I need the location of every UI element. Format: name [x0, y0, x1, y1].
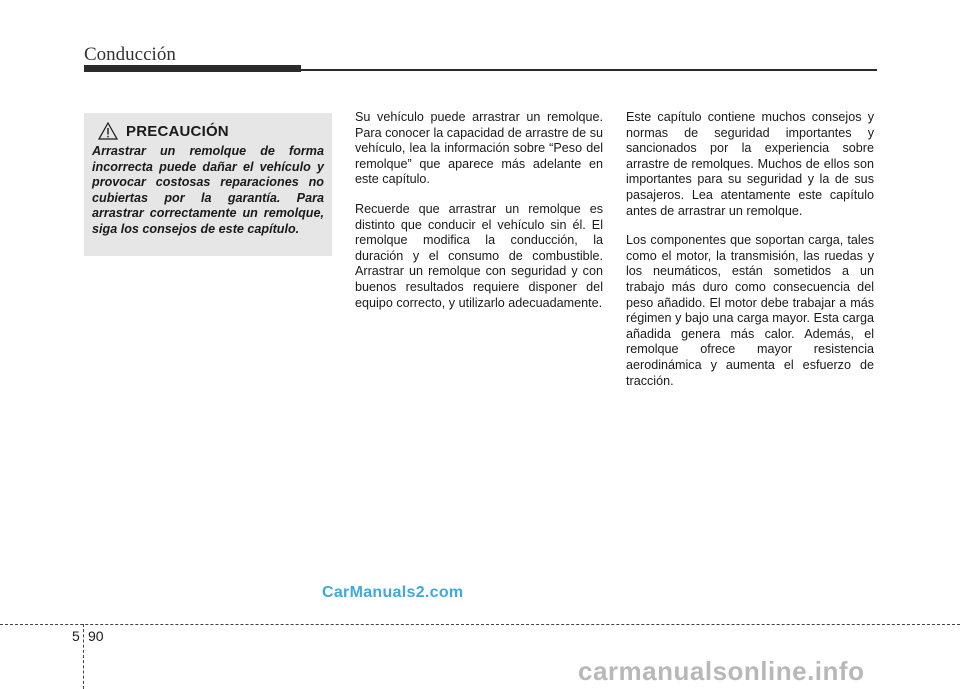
- watermark-carmanuals2[interactable]: CarManuals2.com: [322, 584, 464, 601]
- warning-triangle-icon: [98, 122, 118, 140]
- paragraph: Su vehículo puede arrastrar un remolque. Para conocer la capacidad de arrastre de su vehículo, lea la información sobre “Peso del remolque” que aparece más adelante en este capítulo.: [355, 110, 603, 187]
- text-column-3: [626, 110, 874, 403]
- watermark-carmanualsonline[interactable]: carmanualsonline.info: [578, 656, 865, 686]
- footer-divider: [0, 624, 960, 625]
- header-rule-thick: [84, 65, 301, 72]
- section-title: Conducción: [84, 44, 176, 65]
- caution-title: PRECAUCIÓN: [126, 122, 229, 140]
- page-number: 90: [88, 628, 104, 644]
- paragraph: Este capítulo contiene muchos consejos y normas de seguridad importantes y sancionados por la experiencia sobre arrastre de remolques. Muchos de ellos son importantes para su seguridad y la de sus pasajeros. Lea atentamente este capítulo antes de arrastrar un remolque.: [626, 110, 874, 218]
- caution-header: [92, 121, 324, 141]
- paragraph: Recuerde que arrastrar un remolque es distinto que conducir el vehículo sin él. El remolque modifica la conducción, la duración y el consumo de combustible. Arrastrar un remolque con seguridad y con buenos resultados requiere disponer del equipo correcto, y utilizarlo adecuadamente.: [355, 201, 603, 310]
- header-rule-thin: [301, 69, 877, 71]
- caution-box: [84, 113, 332, 256]
- paragraph: Los componentes que soportan carga, tales como el motor, la transmisión, las ruedas y los neumáticos, están sometidos a un trabajo más duro como consecuencia del peso añadido. El motor debe trabajar a más régimen y bajo una carga mayor. Esta carga añadida genera más calor. Además, el remolque ofrece mayor resistencia aerodinámica y aumenta el esfuerzo de tracción.: [626, 233, 874, 388]
- chapter-number: 5: [72, 628, 80, 644]
- text-column-2: [355, 110, 603, 325]
- footer-vertical-divider: [83, 624, 84, 689]
- caution-text: Arrastrar un remolque de forma incorrecta puede dañar el vehículo y provocar costosas reparaciones no cubiertas por la garantía. Para arrastrar correctamente un remolque, siga los consejos de este capítulo.: [92, 144, 324, 236]
